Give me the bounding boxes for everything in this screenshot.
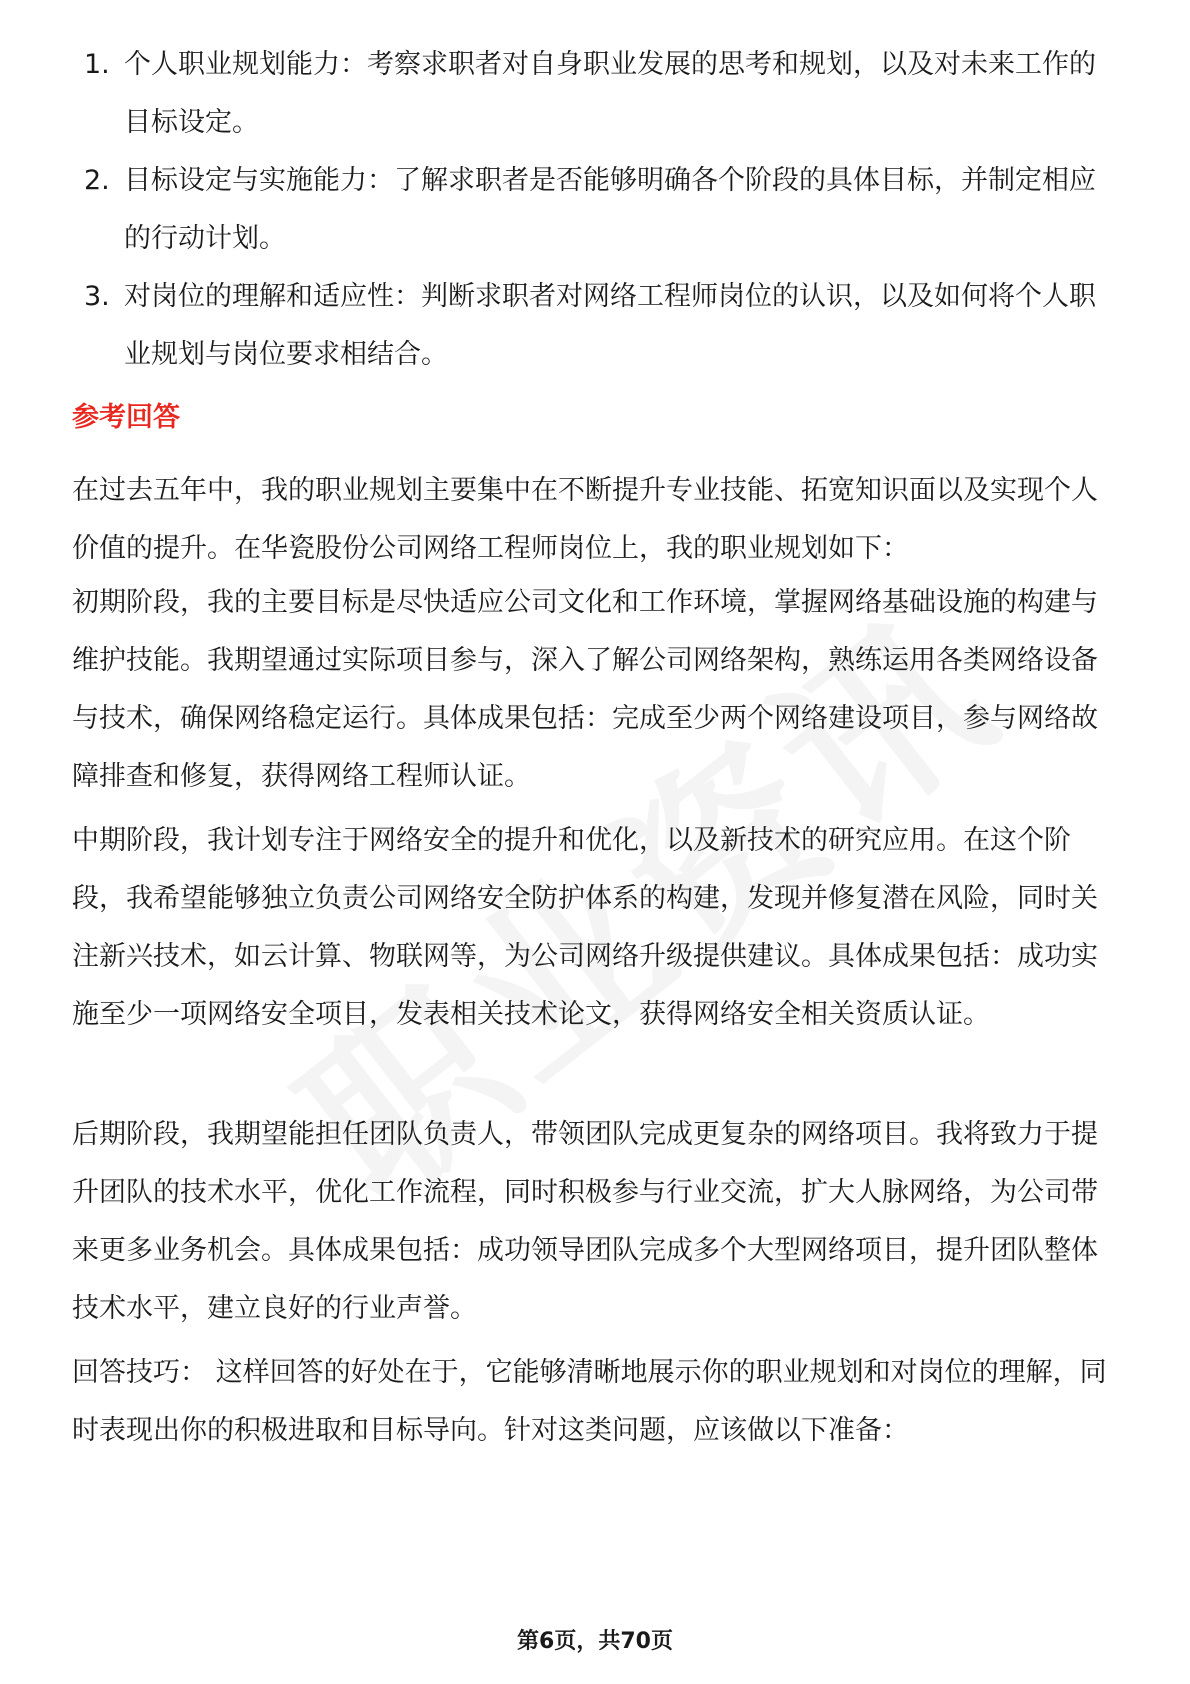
list-number: 3. xyxy=(84,281,110,312)
middle-stage-paragraph: 中期阶段，我计划专注于网络安全的提升和优化，以及新技术的研究应用。在这个阶段，我希望能够独立负责公司网络安全防护体系的构建，发现并修复潜在风险，同时关注新兴技术，如云计算、物联网等，为公司网络升级提供建议。具体成果包括：成功实施至少一项网络安全项目，发表相关技术论文，获得网络安全相关资质认证。 xyxy=(72,825,1098,1030)
late-stage-paragraph: 后期阶段，我期望能担任团队负责人，带领团队完成更复杂的网络项目。我将致力于提升团队的技术水平，优化工作流程，同时积极参与行业交流，扩大人脉网络，为公司带来更多业务机会。具体成果包括：成功领导团队完成多个大型网络项目，提升团队整体技术水平，建立良好的行业声誉。 xyxy=(72,1119,1098,1324)
list-number: 2. xyxy=(84,165,110,196)
list-item xyxy=(72,36,1122,152)
tips-paragraph: 回答技巧： 这样回答的好处在于，它能够清晰地展示你的职业规划和对岗位的理解，同时表现出你的积极进取和目标导向。针对这类问题，应该做以下准备： xyxy=(72,1357,1107,1446)
list-number: 1. xyxy=(84,49,110,80)
list-item xyxy=(72,268,1122,384)
reference-answer-heading: 参考回答 xyxy=(72,402,180,433)
list-text: 目标设定与实施能力：了解求职者是否能够明确各个阶段的具体目标，并制定相应的行动计划。 xyxy=(124,165,1096,254)
assessment-criteria-list xyxy=(72,36,1122,384)
list-text: 个人职业规划能力：考察求职者对自身职业发展的思考和规划，以及对未来工作的目标设定。 xyxy=(124,49,1096,138)
list-text: 对岗位的理解和适应性：判断求职者对网络工程师岗位的认识，以及如何将个人职业规划与岗位要求相结合。 xyxy=(124,281,1096,370)
early-stage-paragraph: 初期阶段，我的主要目标是尽快适应公司文化和工作环境，掌握网络基础设施的构建与维护技能。我期望通过实际项目参与，深入了解公司网络架构，熟练运用各类网络设备与技术，确保网络稳定运行。具体成果包括：完成至少两个网络建设项目，参与网络故障排查和修复，获得网络工程师认证。 xyxy=(72,587,1098,792)
page-number: 第6页，共70页 xyxy=(517,1629,673,1654)
intro-paragraph: 在过去五年中，我的职业规划主要集中在不断提升专业技能、拓宽知识面以及实现个人价值的提升。在华瓷股份公司网络工程师岗位上，我的职业规划如下： xyxy=(72,475,1098,564)
list-item xyxy=(72,152,1122,268)
